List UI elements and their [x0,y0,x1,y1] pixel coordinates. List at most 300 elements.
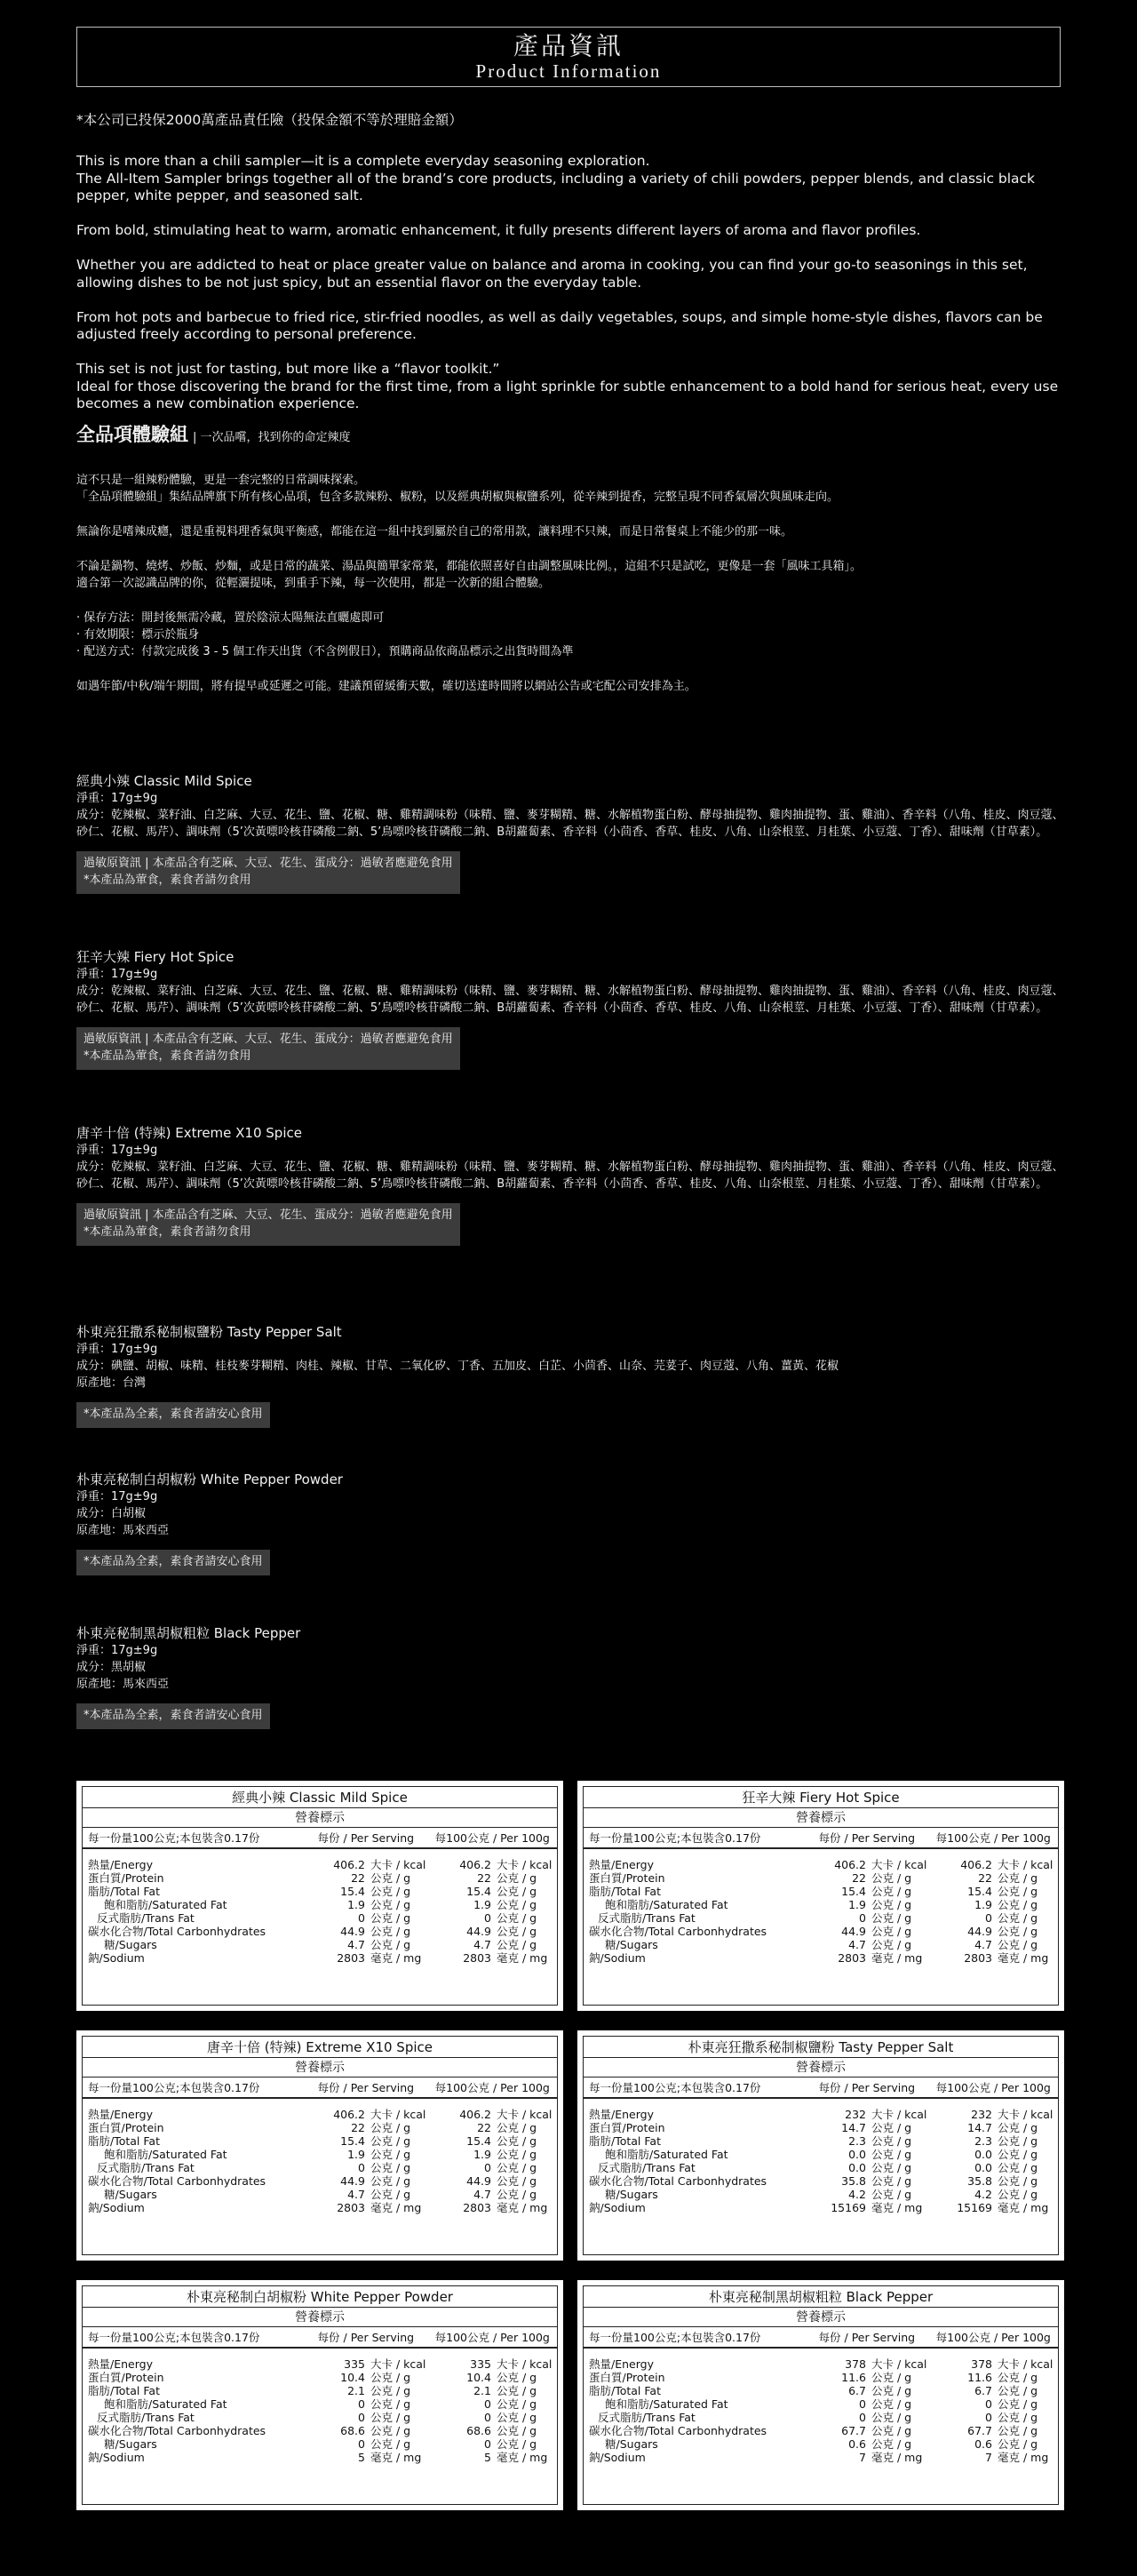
notice-line: *本產品為葷食，素食者請勿食用 [83,1049,251,1063]
product-info-header [76,27,1061,87]
per-serving-value: 0 [358,2437,365,2451]
per-100g-unit: 公克 / g [998,2424,1038,2437]
per-100g-value: 1.9 [974,1898,992,1911]
per-serving-value: 44.9 [841,1925,866,1938]
product-name: 唐辛十倍 (特辣) Extreme X10 Spice [76,1125,302,1141]
nutrition-product-title: 朴東亮秘制白胡椒粉 White Pepper Powder [83,2286,557,2308]
notice-line: *本產品為全素，素食者請安心食用 [83,1555,263,1568]
product-detail: 成分：黑胡椒 [76,1661,147,1674]
nutrition-row [584,2371,1058,2384]
per-100g-value: 335 [470,2357,491,2371]
nutrition-row [584,1871,1058,1885]
product-detail: 原產地：馬來西亞 [76,1524,170,1537]
per-100g-unit: 公克 / g [998,2148,1038,2161]
nutrient-label: 飽和脂肪/Saturated Fat [605,1898,728,1911]
per-100g-unit: 公克 / g [497,2188,537,2201]
per-serving-value: 22 [351,2121,365,2134]
intro-line: Ideal for those discovering the brand for the first time, from a light sprinkle for subtle enhancement to a bold hand for serious heat, every use becomes a new combination experience. [76,378,1059,411]
per-serving-value: 67.7 [841,2424,866,2437]
nutrition-row [83,2108,557,2121]
product-notice [76,1550,270,1575]
nutrition-row [584,2174,1058,2188]
serving-info: 每一份量100公克;本包裝含0.17份 [88,2081,260,2094]
nutrient-label: 反式脂肪/Trans Fat [598,1911,696,1925]
per-serving-unit: 公克 / g [370,1885,411,1898]
nutrition-row [83,1898,557,1911]
nutrient-label: 鈉/Sodium [88,2201,145,2214]
nutrition-header-row [83,2078,557,2099]
per-100g-value: 232 [971,2108,992,2121]
intro-paragraph [76,153,1064,205]
nutrition-row [83,1885,557,1898]
per-100g-unit: 毫克 / mg [998,2451,1049,2464]
per-100g-header: 每100公克 / Per 100g [935,2081,1051,2094]
nutrition-row [584,1858,1058,1871]
per-100g-value: 0.6 [974,2437,992,2451]
per-serving-value: 15.4 [841,1885,866,1898]
per-100g-unit: 公克 / g [998,1871,1038,1885]
per-100g-unit: 公克 / g [497,2174,537,2188]
intro-line: The All-Item Sampler brings together all of the brand’s core products, including a variety of chili powders, pepper blends, and classic black pepper, white pepper, and seasoned salt. [76,170,1036,203]
intro-paragraph [76,309,1064,344]
per-100g-value: 4.7 [473,1938,491,1951]
nutrition-table [583,2036,1059,2255]
nutrition-table [583,1786,1059,2006]
nutrient-label: 糖/Sugars [104,2437,157,2451]
per-serving-value: 1.9 [347,1898,365,1911]
per-serving-unit: 大卡 / kcal [871,1858,927,1871]
per-serving-value: 2.3 [848,2134,866,2148]
per-serving-unit: 毫克 / mg [370,1951,422,1965]
product-detail: 成分：碘鹽、胡椒、味精、桂枝麥芽糊精、肉桂、辣椒、甘草、二氧化矽、丁香、五加皮、白芷、小茴香、山奈、芫荽子、肉豆蔻、八角、薑黃、花椒 [76,1360,839,1373]
nutrient-label: 蛋白質/Protein [589,2371,665,2384]
per-100g-value: 35.8 [967,2174,992,2188]
nutrient-label: 熱量/Energy [589,2108,654,2121]
nutrition-header-row [584,2078,1058,2099]
nutrient-label: 飽和脂肪/Saturated Fat [104,1898,227,1911]
per-100g-unit: 大卡 / kcal [998,2108,1054,2121]
per-serving-header: 每份 / Per Serving [317,1831,415,1845]
per-100g-unit: 毫克 / mg [998,2201,1049,2214]
nutrition-row [83,2188,557,2201]
per-serving-unit: 公克 / g [370,1938,411,1951]
per-serving-unit: 公克 / g [871,2424,912,2437]
nutrition-row [83,2174,557,2188]
nutrition-row [83,1938,557,1951]
nutrition-row [584,2201,1058,2214]
nutrition-product-title: 經典小辣 Classic Mild Spice [83,1787,557,1808]
per-100g-value: 4.7 [473,2188,491,2201]
per-serving-unit: 公克 / g [370,2411,411,2424]
per-serving-value: 22 [351,1871,365,1885]
per-100g-unit: 公克 / g [497,1925,537,1938]
nutrition-row [584,2121,1058,2134]
per-serving-unit: 大卡 / kcal [370,1858,426,1871]
nutrition-subtitle: 營養標示 [584,1808,1058,1828]
per-serving-value: 406.2 [834,1858,866,1871]
product-block [76,773,1064,894]
nutrition-row [83,2201,557,2214]
serving-info: 每一份量100公克;本包裝含0.17份 [589,2331,761,2344]
serving-info: 每一份量100公克;本包裝含0.17份 [88,2331,260,2344]
per-serving-value: 2803 [838,1951,866,1965]
product-detail: 淨重：17g±9g [76,968,158,981]
cn-line: 如遇年節/中秋/端午期間，將有提早或延遲之可能。建議預留緩衝天數，確切送達時間將以網站公告或宅配公司安排為主。 [76,680,696,693]
per-serving-unit: 公克 / g [370,2134,411,2148]
per-100g-unit: 公克 / g [998,2174,1038,2188]
nutrition-subtitle: 營養標示 [584,2308,1058,2327]
per-100g-value: 7 [985,2451,992,2464]
per-serving-unit: 公克 / g [871,2411,912,2424]
per-100g-value: 0 [484,1911,491,1925]
notice-line: *本產品為全素，素食者請安心食用 [83,1408,263,1421]
nutrition-row [584,2437,1058,2451]
cn-paragraph [76,472,1064,506]
nutrition-row [83,2411,557,2424]
per-100g-unit: 公克 / g [998,2188,1038,2201]
per-serving-unit: 公克 / g [370,2437,411,2451]
per-100g-unit: 公克 / g [998,1925,1038,1938]
per-100g-value: 22 [477,1871,491,1885]
nutrition-row [83,1911,557,1925]
product-block [76,1125,1064,1246]
nutrition-row [83,2397,557,2411]
per-serving-value: 1.9 [347,2148,365,2161]
per-100g-unit: 公克 / g [497,2411,537,2424]
nutrition-table [82,2285,558,2505]
per-serving-value: 0 [358,1911,365,1925]
per-100g-unit: 公克 / g [497,2424,537,2437]
per-serving-unit: 公克 / g [370,2121,411,2134]
per-100g-value: 1.9 [473,2148,491,2161]
per-100g-unit: 公克 / g [998,1938,1038,1951]
per-serving-unit: 公克 / g [370,2188,411,2201]
per-serving-value: 2803 [337,2201,365,2214]
per-100g-unit: 公克 / g [998,2371,1038,2384]
nutrition-rows [584,2349,1058,2464]
per-serving-value: 35.8 [841,2174,866,2188]
per-serving-unit: 毫克 / mg [370,2451,422,2464]
intro-line: Whether you are addicted to heat or place greater value on balance and aroma in cooking, you can find your go-to seasonings in this set, allowing dishes to be not just spicy, but an essential flavor on the everyday table. [76,257,1028,291]
per-serving-value: 0 [358,2411,365,2424]
per-serving-value: 0 [859,2411,866,2424]
nutrient-label: 脂肪/Total Fat [589,2384,661,2397]
cn-paragraph [76,678,1064,695]
per-100g-value: 10.4 [466,2371,491,2384]
product-detail: 成分：乾辣椒、菜籽油、白芝麻、大豆、花生、鹽、花椒、糖、雞精調味粉（味精、鹽、麥芽糊精、糖、水解植物蛋白粉、酵母抽提物、雞肉抽提物、蛋、雞油）、香辛料（八角、桂皮、肉豆蔻、砂仁、花椒、馬芹）、調味劑（5’次黃嘌呤核苷磷酸二鈉、5’鳥嘌呤核苷磷酸二鈉、B胡蘿蔔素、香辛料（小茴香、香草、桂皮、八角、山奈根莖、月桂葉、小豆蔻、丁香）、甜味劑（甘草素）。 [76,1160,1064,1191]
per-serving-header: 每份 / Per Serving [818,1831,916,1845]
nutrient-label: 脂肪/Total Fat [88,2134,160,2148]
per-100g-value: 0 [985,2397,992,2411]
nutrition-row [584,1898,1058,1911]
per-serving-unit: 公克 / g [370,1925,411,1938]
serving-info: 每一份量100公克;本包裝含0.17份 [589,1831,761,1845]
per-100g-unit: 公克 / g [998,1885,1038,1898]
nutrition-row [83,2161,557,2174]
cn-line: · 保存方法：開封後無需冷藏，置於陰涼太陽無法直曬處即可 [76,611,385,625]
per-serving-unit: 公克 / g [871,2134,912,2148]
notice-line: *本產品為全素，素食者請安心食用 [83,1709,263,1722]
product-notice [76,1203,460,1246]
per-serving-value: 378 [845,2357,866,2371]
nutrient-label: 糖/Sugars [605,2437,658,2451]
notice-line: 過敏原資訊 | 本產品含有芝麻、大豆、花生、蛋成分：過敏者應避免食用 [83,1033,453,1046]
nutrient-label: 飽和脂肪/Saturated Fat [605,2148,728,2161]
per-serving-value: 14.7 [841,2121,866,2134]
per-100g-unit: 公克 / g [998,2161,1038,2174]
per-100g-value: 15169 [957,2201,992,2214]
per-serving-unit: 大卡 / kcal [370,2108,426,2121]
nutrient-label: 鈉/Sodium [88,1951,145,1965]
nutrient-label: 糖/Sugars [104,1938,157,1951]
per-serving-value: 68.6 [340,2424,365,2437]
product-detail: 淨重：17g±9g [76,792,158,805]
nutrient-label: 鈉/Sodium [589,1951,646,1965]
per-serving-unit: 公克 / g [871,2397,912,2411]
per-serving-unit: 公克 / g [871,1898,912,1911]
nutrition-subtitle: 營養標示 [83,1808,557,1828]
nutrition-rows [83,2099,557,2214]
nutrient-label: 蛋白質/Protein [589,1871,665,1885]
per-100g-unit: 公克 / g [497,2121,537,2134]
per-100g-value: 68.6 [466,2424,491,2437]
product-notice [76,851,460,894]
per-100g-unit: 大卡 / kcal [497,2357,553,2371]
product-notice [76,1703,270,1729]
per-serving-value: 0 [358,2161,365,2174]
intro-line: This is more than a chili sampler—it is a complete everyday seasoning exploration. [76,153,650,169]
nutrition-row [584,2411,1058,2424]
nutrient-label: 熱量/Energy [88,2108,153,2121]
per-serving-unit: 公克 / g [871,2371,912,2384]
per-100g-header: 每100公克 / Per 100g [935,1831,1051,1845]
serving-info: 每一份量100公克;本包裝含0.17份 [589,2081,761,2094]
per-100g-unit: 大卡 / kcal [497,2108,553,2121]
product-name: 朴東亮狂撒系秘制椒鹽粉 Tasty Pepper Salt [76,1324,342,1340]
per-100g-unit: 公克 / g [497,1938,537,1951]
per-serving-value: 1.9 [848,1898,866,1911]
nutrition-card [76,1781,563,2011]
nutrition-card [577,1781,1064,2011]
nutrient-label: 蛋白質/Protein [88,2121,164,2134]
per-serving-unit: 毫克 / mg [871,1951,923,1965]
per-serving-unit: 公克 / g [871,2437,912,2451]
per-serving-unit: 公克 / g [871,1885,912,1898]
nutrition-table [583,2285,1059,2505]
per-serving-unit: 公克 / g [370,2384,411,2397]
nutrient-label: 反式脂肪/Trans Fat [598,2161,696,2174]
nutrient-label: 蛋白質/Protein [88,2371,164,2384]
per-serving-value: 4.7 [347,2188,365,2201]
cn-line: 「全品項體驗組」集結品牌旗下所有核心品項，包含多款辣粉、椒粉，以及經典胡椒與椒鹽系列，從辛辣到提香，完整呈現不同香氣層次與風味走向。 [76,490,839,504]
per-100g-value: 44.9 [967,1925,992,1938]
nutrition-row [83,2121,557,2134]
product-notice [76,1402,270,1428]
insurance-note: *本公司已投保2000萬產品責任險（投保金額不等於理賠金額） [76,112,463,128]
nutrition-header-row [83,1828,557,1849]
nutrition-row [83,2384,557,2397]
nutrition-row [584,2357,1058,2371]
per-100g-value: 2.3 [974,2134,992,2148]
nutrition-row [83,2424,557,2437]
header-title-en: Product Information [475,60,662,82]
intro-line: From bold, stimulating heat to warm, aromatic enhancement, it fully presents different layers of aroma and flavor profiles. [76,222,921,238]
per-100g-unit: 公克 / g [497,2437,537,2451]
per-serving-value: 22 [852,1871,866,1885]
nutrient-label: 反式脂肪/Trans Fat [598,2411,696,2424]
per-100g-unit: 大卡 / kcal [998,1858,1054,1871]
per-100g-unit: 公克 / g [497,1871,537,1885]
per-100g-unit: 公克 / g [998,2121,1038,2134]
per-100g-unit: 公克 / g [998,2397,1038,2411]
product-block [76,1324,1064,1428]
cn-line: 適合第一次認識品牌的你，從輕灑提味，到重手下辣，每一次使用，都是一次新的組合體驗。 [76,577,551,590]
nutrient-label: 飽和脂肪/Saturated Fat [605,2397,728,2411]
per-100g-value: 11.6 [967,2371,992,2384]
intro-paragraph [76,361,1064,413]
cn-line: 這不只是一組辣粉體驗，更是一套完整的日常調味探索。 [76,474,366,487]
cn-line: 不論是鍋物、燒烤、炒飯、炒麵，或是日常的蔬菜、湯品與簡單家常菜，都能依照喜好自由調整風味比例。，這組不只是試吃，更像是一套「風味工具箱」。 [76,560,863,573]
per-serving-value: 232 [845,2108,866,2121]
nutrition-subtitle: 營養標示 [83,2308,557,2327]
per-serving-value: 406.2 [333,2108,365,2121]
full-set-heading [76,424,1064,447]
nutrition-subtitle: 營養標示 [584,2058,1058,2078]
per-serving-header: 每份 / Per Serving [818,2081,916,2094]
per-serving-unit: 公克 / g [370,2424,411,2437]
per-serving-value: 2803 [337,1951,365,1965]
per-100g-unit: 公克 / g [497,1898,537,1911]
nutrition-table [82,2036,558,2255]
nutrient-label: 反式脂肪/Trans Fat [97,2411,195,2424]
product-name: 朴東亮秘制白胡椒粉 White Pepper Powder [76,1471,343,1487]
nutrition-header-row [584,1828,1058,1849]
full-set-title: 全品項體驗組 [76,424,188,445]
per-serving-value: 0.0 [848,2148,866,2161]
per-serving-value: 44.9 [340,2174,365,2188]
nutrition-rows [584,1849,1058,1965]
nutrient-label: 碳水化合物/Total Carbonhydrates [589,1925,767,1938]
nutrient-label: 熱量/Energy [88,2357,153,2371]
per-100g-value: 0 [484,2411,491,2424]
cn-line: · 配送方式：付款完成後 3 - 5 個工作天出貨（不含例假日），預購商品依商品標示之出貨時間為準 [76,645,574,658]
nutrition-product-title: 朴東亮狂撒系秘制椒鹽粉 Tasty Pepper Salt [584,2037,1058,2058]
product-block [76,949,1064,1070]
per-100g-value: 0 [484,2161,491,2174]
per-serving-unit: 毫克 / mg [871,2201,923,2214]
nutrient-label: 脂肪/Total Fat [88,1885,160,1898]
nutrient-label: 鈉/Sodium [589,2451,646,2464]
nutrient-label: 反式脂肪/Trans Fat [97,1911,195,1925]
nutrient-label: 碳水化合物/Total Carbonhydrates [88,2424,266,2437]
per-100g-unit: 公克 / g [497,2161,537,2174]
per-serving-unit: 公克 / g [871,2384,912,2397]
per-100g-value: 0 [484,2437,491,2451]
per-serving-value: 7 [859,2451,866,2464]
per-100g-unit: 公克 / g [998,2134,1038,2148]
nutrition-header-row [584,2327,1058,2349]
product-detail: 原產地：台灣 [76,1376,147,1390]
nutrition-row [584,1951,1058,1965]
per-100g-value: 22 [978,1871,992,1885]
per-serving-unit: 公克 / g [370,2174,411,2188]
per-serving-unit: 公克 / g [871,2188,912,2201]
per-100g-unit: 毫克 / mg [497,2201,548,2214]
per-100g-header: 每100公克 / Per 100g [434,2331,550,2344]
per-serving-unit: 公克 / g [871,1938,912,1951]
nutrition-row [584,2384,1058,2397]
per-100g-value: 406.2 [459,1858,491,1871]
per-serving-unit: 公克 / g [370,2148,411,2161]
per-serving-unit: 公克 / g [370,2371,411,2384]
per-serving-header: 每份 / Per Serving [317,2331,415,2344]
per-100g-header: 每100公克 / Per 100g [434,1831,550,1845]
nutrition-rows [83,2349,557,2464]
nutrition-row [584,2451,1058,2464]
per-serving-value: 44.9 [340,1925,365,1938]
per-100g-unit: 公克 / g [497,1911,537,1925]
nutrition-row [584,2148,1058,2161]
nutrition-row [584,1938,1058,1951]
nutrition-row [83,2357,557,2371]
per-serving-unit: 公克 / g [871,2174,912,2188]
nutrient-label: 熱量/Energy [589,1858,654,1871]
nutrient-label: 鈉/Sodium [589,2201,646,2214]
nutrition-card [577,2030,1064,2261]
per-100g-value: 406.2 [960,1858,992,1871]
per-100g-unit: 大卡 / kcal [998,2357,1054,2371]
per-100g-value: 2803 [964,1951,992,1965]
per-100g-header: 每100公克 / Per 100g [935,2331,1051,2344]
product-detail: 淨重：17g±9g [76,1490,158,1503]
nutrition-row [584,2108,1058,2121]
nutrition-row [584,2188,1058,2201]
nutrition-subtitle: 營養標示 [83,2058,557,2078]
nutrition-row [584,1885,1058,1898]
per-serving-value: 2.1 [347,2384,365,2397]
cn-line: · 有效期限：標示於瓶身 [76,628,200,642]
nutrient-label: 脂肪/Total Fat [88,2384,160,2397]
nutrient-label: 糖/Sugars [104,2188,157,2201]
notice-line: 過敏原資訊 | 本產品含有芝麻、大豆、花生、蛋成分：過敏者應避免食用 [83,1208,453,1222]
per-100g-unit: 公克 / g [998,2384,1038,2397]
per-100g-value: 5 [484,2451,491,2464]
per-100g-unit: 大卡 / kcal [497,1858,553,1871]
product-notice [76,1027,460,1070]
per-serving-unit: 公克 / g [871,2161,912,2174]
english-intro [76,153,1064,430]
per-serving-value: 4.2 [848,2188,866,2201]
per-serving-unit: 公克 / g [871,2148,912,2161]
nutrient-label: 糖/Sugars [605,2188,658,2201]
nutrition-rows [584,2099,1058,2214]
per-100g-value: 22 [477,2121,491,2134]
nutrition-row [584,2424,1058,2437]
per-serving-value: 0 [358,2397,365,2411]
per-serving-value: 4.7 [848,1938,866,1951]
per-100g-value: 0 [484,2397,491,2411]
product-detail: 淨重：17g±9g [76,1644,158,1657]
per-serving-header: 每份 / Per Serving [818,2331,916,2344]
per-serving-value: 15.4 [340,1885,365,1898]
per-100g-value: 14.7 [967,2121,992,2134]
product-block [76,1471,1064,1575]
nutrient-label: 糖/Sugars [605,1938,658,1951]
per-100g-unit: 公克 / g [998,2437,1038,2451]
per-serving-unit: 公克 / g [871,1871,912,1885]
per-100g-value: 0 [985,1911,992,1925]
per-serving-unit: 公克 / g [370,2161,411,2174]
